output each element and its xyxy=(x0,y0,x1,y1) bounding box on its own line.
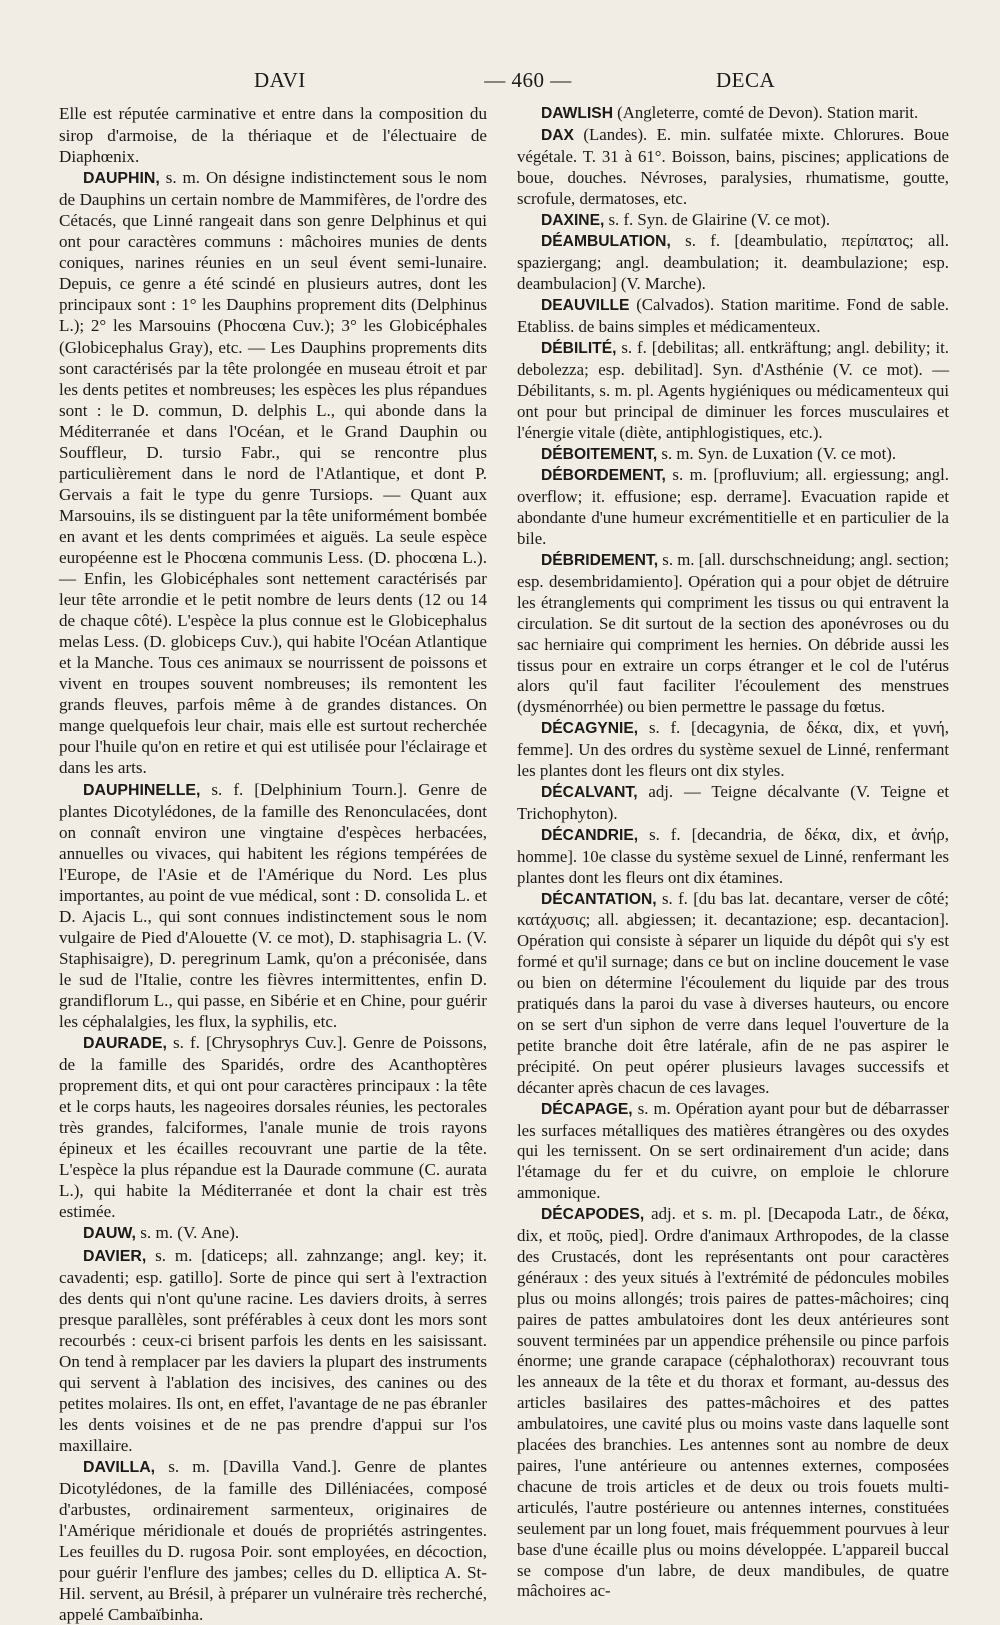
headword: DÉCAGYNIE, xyxy=(541,720,639,738)
entry-decandrie xyxy=(517,825,949,889)
left-column xyxy=(59,103,487,1625)
entry-body: s. m. [all. durschschneidung; angl. section; esp. desembridamiento]. Opération qui a pour objet de détruire les étranglements qui compriment les tissus ou qui entravent la circulation. Se dit surtout de la section des aponévroses ou du sac herniaire qui compriment les hernies. On débride aussi les tissus pour en extraire un corps étranger et le col de l'utérus alors qu'il faut faciliter l'écoulement des menstrues (dysménorrhée) ou bien permettre le passage du fœtus. xyxy=(517,550,949,717)
headword: DAX xyxy=(541,126,574,144)
entry-body: s. f. [Chrysophrys Cuv.]. Genre de Poissons, de la famille des Sparidés, ordre des Acanthoptères proprement dits, et qui ont pour caractères principaux : la tête et le corps hauts, les nageoires dorsales réunies, les pectorales très grandes, falciformes, l'anale munie de trois rayons épineux et les écailles recouvrant une partie de la tête. L'espèce la plus répandue est la Daurade commune (C. aurata L.), qui habite la Méditerranée et dont la chair est très estimée. xyxy=(59,1033,487,1222)
headword: DÉCANDRIE, xyxy=(541,826,639,844)
entry-body: s. f. [decagynia, de δέκα, dix, et γυνή, femme]. Un des ordres du système sexuel de Linné, renfermant les plantes dont les fleurs ont dix styles. xyxy=(517,718,949,781)
entry-dauw xyxy=(59,1222,487,1244)
entry-davier xyxy=(59,1245,487,1456)
headword: DÉAMBULATION, xyxy=(541,233,671,251)
entry-decapodes xyxy=(517,1204,949,1602)
entry-body: (Angleterre, comté de Devon). Station marit. xyxy=(612,103,919,122)
headword: DÉBILITÉ, xyxy=(541,339,617,357)
entry-body: s. m. [daticeps; all. zahnzange; angl. key; it. cavadenti; esp. gatillo]. Sorte de pince qui sert à l'extraction des dents qui n'ont qu'une racine. Les daviers droits, à serres presque parallèles, sont préférables à ceux dont les mors sont recourbés : ceux-ci brisent parfois les dents en les saisissant. On tend à remplacer par les daviers la plupart des instruments qui servent à l'ablation des incisives, des canines ou des petites molaires. Ils ont, en effet, l'avantage de ne pas ébranler les dents voisines et de ne pas prendre d'appui sur l'os maxillaire. xyxy=(59,1245,487,1455)
entry-dax xyxy=(517,125,949,210)
headword: DEAUVILLE xyxy=(541,297,630,315)
entry-debordement xyxy=(517,465,949,550)
header-right-guideword: DECA xyxy=(716,68,776,92)
entry-body: s. m. [Davilla Vand.]. Genre de plantes Dicotylédones, de la famille des Dilléniacées, composé d'arbustes, ordinairement sarmenteux, originaires de l'Amérique méridionale et doués de propriétés astringentes. Les feuilles du D. rugosa Poir. sont employées, en décoction, pour guérir l'enflure des jambes; celles du D. elliptica A. St-Hil. servent, au Brésil, à préparer un vulnéraire très recherché, appelé Cambaïbinha. xyxy=(59,1457,487,1625)
entry-body: s. f. Syn. de Glairine (V. ce mot). xyxy=(604,209,831,229)
entry-decalvant xyxy=(517,782,949,825)
entry-body: adj. et s. m. pl. [Decapoda Latr., de δέκα, dix, et ποῦς, pied]. Ordre d'animaux Arthropodes, de la classe des Crustacés, dont les représentants ont pour caractères généraux : des yeux situés à l'extrémité de pédoncules mobiles plus ou moins allongés; trois paires de pattes-mâchoires; cinq paires de pattes ambulatoires dont les deux antérieures sont souvent terminées par un appendice préhensile ou pince parfois énorme; une grande carapace (céphalothorax) recouvrant tous les anneaux de la tête et du thorax et formant, au-dessus des articles basilaires des pattes-mâchoires et des pattes ambulatoires, une cavité plus ou moins vaste dans laquelle sont placées des branchies. Les antennes sont au nombre de deux paires, l'une antérieure ou antennes externes, composées chacune de trois articles et de deux ou trois fouets multi-articulés, l'autre postérieure ou antennes internes, constituées seulement par un long fouet, mais fréquemment pourvues à leur base d'une écaille plus ou moins développée. L'appareil buccal se compose d'un labre, de deux mandibules, de quatre mâchoires ac- xyxy=(517,1204,949,1601)
headword: DAVIER, xyxy=(83,1247,147,1265)
entry-dauphinelle xyxy=(59,779,487,1033)
page-number: — 460 — xyxy=(484,68,572,92)
entry-debridement xyxy=(517,550,949,718)
headword: DÉCANTATION, xyxy=(541,890,657,908)
entry-body: adj. — Teigne décalvante (V. Teigne et Trichophyton). xyxy=(517,782,949,823)
entry-daurade xyxy=(59,1032,487,1222)
headword: DAWLISH xyxy=(541,105,613,122)
headword: DÉBRIDEMENT, xyxy=(541,552,659,570)
entry-body: s. f. [du bas lat. decantare, verser de côté; κατάχυσις; all. abgiessen; it. decantazione; esp. decantacion]. Opération qui consiste à séparer un liquide du dépôt qui s'y est formé et qu'il surnage; dans ce but on incline doucement le vase ou bien on détermine l'écoulement du liquide par des trous pratiqués dans la paroi du vase à diverses hauteurs, ou encore on se sert d'un siphon de verre dans lequel l'ouverture de la petite branche doit être latérale, afin de ne pas aspirer le précipité. On peut opérer plusieurs lavages successifs et décanter après chacun de ces lavages. xyxy=(517,888,949,1097)
entry-body: s. m. Syn. de Luxation (V. ce mot). xyxy=(657,443,897,463)
entry-body: (Landes). E. min. sulfatée mixte. Chlorures. Boue végétale. T. 31 à 61°. Boisson, bains, piscines; applications de boue, douches. Névroses, paralysies, rhumatisme, goutte, scrofule, dermatoses, etc. xyxy=(517,124,949,208)
entry-body: s. m. (V. Ane). xyxy=(135,1223,240,1243)
right-column xyxy=(517,103,949,1601)
headword: DAUPHINELLE, xyxy=(83,781,201,799)
headword: DAUPHIN, xyxy=(83,170,160,188)
headword: DÉBORDEMENT, xyxy=(541,467,666,485)
entry-decantation xyxy=(517,889,949,1099)
entry-deauville xyxy=(517,295,949,338)
headword: DÉBOITEMENT, xyxy=(541,445,658,463)
headword: DÉCAPAGE, xyxy=(541,1100,633,1118)
entry-deboitement xyxy=(517,444,949,466)
running-header xyxy=(58,68,942,100)
header-left-guideword: DAVI xyxy=(254,68,306,92)
headword: DAVILLA, xyxy=(83,1459,156,1476)
entry-body: s. m. Opération ayant pour but de débarrasser les surfaces métalliques des matières étrangères ou des oxydes qui les ternissent. On se sert ordinairement d'un acide; dans l'étamage du fer et du cuivre, on emploie le chlorure ammonique. xyxy=(517,1098,949,1203)
headword: DAXINE, xyxy=(541,211,605,229)
entry-debilite xyxy=(517,338,949,444)
entry-dauphin xyxy=(59,167,487,778)
entry-decagynie xyxy=(517,718,949,782)
entry-body: s. f. [deambulatio, περίπατος; all. spaziergang; angl. deambulation; it. deambulazione; esp. deambulacion] (V. Marche). xyxy=(517,231,949,294)
entry-body: (Calvados). Station maritime. Fond de sable. Etabliss. de bains simples et médicamenteux. xyxy=(517,295,949,337)
entry-daxine xyxy=(517,210,949,232)
entry-dawlish xyxy=(517,103,949,125)
headword: DAURADE, xyxy=(83,1035,167,1053)
entry-decapage xyxy=(517,1099,949,1205)
entry-body: s. m. On désigne indistinctement sous le nom de Dauphins un certain nombre de Mammifères, de l'ordre des Cétacés, que Linné rangeait dans son genre Delphinus et qui ont pour caractères communs : mâchoires munies de dents coniques, narines réunies en un seul évent semi-lunaire. Depuis, ce genre a été scindé en plusieurs autres, dont les principaux sont : 1° les Dauphins proprement dits (Delphinus L.); 2° les Marsouins (Phocœna Cuv.); 3° les Globicéphales (Globicephalus Gray), etc. — Les Dauphins proprements dits sont caractérisés par la tête prolongée en museau étroit et par les dents petites et nombreuses; les espèces les plus répandues sont : le D. commun, D. delphis L., qui abonde dans la Méditerranée et dans l'Océan, et le Grand Dauphin ou Souffleur, D. tursio Fabr., qui se rencontre plus particulièrement dans le nord de l'Atlantique, et dont P. Gervais a fait le type du genre Tursiops. — Quant aux Marsouins, ils se distinguent par la tête uniformément bombée en avant et les dents comprimées et aiguës. La seule espèce européenne est le Phocœna communis Less. (D. phocœna L.). — Enfin, les Globicéphales sont nettement caractérisés par leur tête arrondie et le petit nombre de leurs dents (12 ou 14 de chaque côté). L'espèce la plus connue est le Globicephalus melas Less. (D. globiceps Cuv.), qui habite l'Océan Atlantique et la Manche. Tous ces animaux se nourrissent de poissons et vivent en troupes souvent nombreuses; ils remontent les grands fleuves, parfois même à de grandes distances. On mange quelquefois leur chair, mais elle est surtout recherchée pour l'huile qu'on en retire et qui est utilisée pour l'éclairage et dans les arts. xyxy=(59,168,487,778)
headword: DAUW, xyxy=(83,1225,136,1243)
entry-body: s. f. [decandria, de δέκα, dix, et ἀνήρ, homme]. 10e classe du système sexuel de Linné, renfermant les plantes dont les fleurs ont dix étamines. xyxy=(517,824,949,887)
entry-davilla xyxy=(59,1456,487,1625)
entry-body: s. f. [Delphinium Tourn.]. Genre de plantes Dicotylédones, de la famille des Renonculacées, dont on connaît environ une vingtaine d'espèces herbacées, annuelles ou vivaces, qui habitent les régions tempérées de l'Europe, de l'Asie et de l'Amérique du Nord. Les plus importantes, au point de vue médical, sont : D. consolida L. et D. Ajacis L., qui sont connues indistinctement sous le nom vulgaire de Pied d'Alouette (V. ce mot), D. staphisagria L. (V. Staphisaigre), D. peregrinum Lamk, qu'on a préconisée, dans le sud de l'Italie, contre les fièvres intermittentes, enfin D. grandiflorum L., qui passe, en Sibérie et en Chine, pour guérir les céphalalgies, les flux, la syphilis, etc. xyxy=(59,779,487,1032)
entry-body: s. m. [profluvium; all. ergiessung; angl. overflow; it. effusione; esp. derrame]. Evacuation rapide et abondante d'une humeur excrémentitielle et en particulier de la bile. xyxy=(517,465,949,549)
entry-continuation: Elle est réputée carminative et entre dans la composition du sirop d'armoise, de la thériaque et de l'électuaire de Diaphœnix. xyxy=(59,104,487,167)
entry-deambulation xyxy=(517,231,949,295)
headword: DÉCALVANT, xyxy=(541,784,638,801)
headword: DÉCAPODES, xyxy=(541,1206,645,1224)
entry-body: s. f. [debilitas; all. entkräftung; angl. debility; it. debolezza; esp. debilitad]. Syn. d'Asthénie (V. ce mot). — Débilitants, s. m. pl. Agents hygiéniques ou médicamenteux qui ont pour but principal de diminuer les forces musculaires et l'énergie vitale (diète, antiphlogistiques, etc.). xyxy=(517,337,949,442)
